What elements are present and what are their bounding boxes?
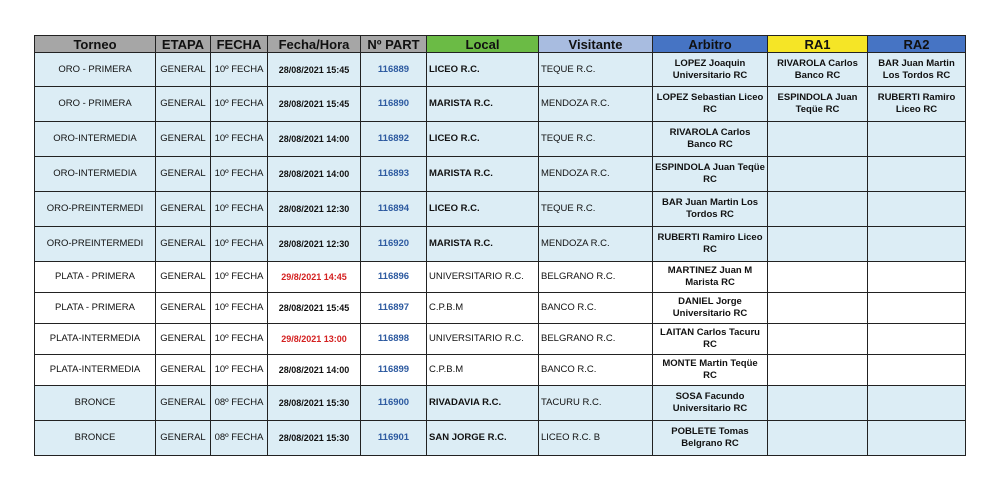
table-row xyxy=(35,293,966,324)
cell-fecha: 10º FECHA xyxy=(211,262,268,293)
cell-torneo: ORO - PRIMERA xyxy=(35,53,156,87)
cell-visitante: BELGRANO R.C. xyxy=(539,262,653,293)
cell-fecha-hora: 28/08/2021 14:00 xyxy=(268,355,361,386)
table-row xyxy=(35,192,966,227)
cell-local: LICEO R.C. xyxy=(427,192,539,227)
header-row xyxy=(35,36,966,53)
cell-visitante: MENDOZA R.C. xyxy=(539,87,653,122)
cell-ra2: BAR Juan Martin Los Tordos RC xyxy=(868,53,966,87)
cell-local: MARISTA R.C. xyxy=(427,157,539,192)
cell-etapa: GENERAL xyxy=(156,192,211,227)
cell-etapa: GENERAL xyxy=(156,122,211,157)
cell-visitante: MENDOZA R.C. xyxy=(539,157,653,192)
cell-npart: 116899 xyxy=(361,355,427,386)
cell-visitante: BANCO R.C. xyxy=(539,355,653,386)
cell-ra2 xyxy=(868,355,966,386)
cell-arbitro: MARTINEZ Juan M Marista RC xyxy=(653,262,768,293)
cell-npart: 116898 xyxy=(361,324,427,355)
cell-ra2 xyxy=(868,227,966,262)
cell-torneo: ORO - PRIMERA xyxy=(35,87,156,122)
cell-npart: 116889 xyxy=(361,53,427,87)
table-row xyxy=(35,324,966,355)
table-row xyxy=(35,157,966,192)
cell-fecha: 10º FECHA xyxy=(211,122,268,157)
cell-fecha-hora: 28/08/2021 14:00 xyxy=(268,157,361,192)
cell-fecha: 10º FECHA xyxy=(211,157,268,192)
cell-ra1 xyxy=(768,421,868,456)
cell-torneo: BRONCE xyxy=(35,421,156,456)
cell-etapa: GENERAL xyxy=(156,421,211,456)
cell-fecha: 08º FECHA xyxy=(211,421,268,456)
cell-local: LICEO R.C. xyxy=(427,53,539,87)
cell-arbitro: BAR Juan Martin Los Tordos RC xyxy=(653,192,768,227)
cell-fecha: 08º FECHA xyxy=(211,386,268,421)
cell-ra1 xyxy=(768,324,868,355)
cell-etapa: GENERAL xyxy=(156,157,211,192)
cell-etapa: GENERAL xyxy=(156,262,211,293)
cell-arbitro: RUBERTI Ramiro Liceo RC xyxy=(653,227,768,262)
cell-etapa: GENERAL xyxy=(156,53,211,87)
cell-fecha-hora: 28/08/2021 12:30 xyxy=(268,227,361,262)
header-etapa: ETAPA xyxy=(156,36,211,53)
cell-npart: 116900 xyxy=(361,386,427,421)
cell-fecha: 10º FECHA xyxy=(211,355,268,386)
cell-arbitro: LOPEZ Joaquin Universitario RC xyxy=(653,53,768,87)
header-local: Local xyxy=(427,36,539,53)
cell-fecha-hora: 29/8/2021 13:00 xyxy=(268,324,361,355)
cell-arbitro: RIVAROLA Carlos Banco RC xyxy=(653,122,768,157)
header-ra1: RA1 xyxy=(768,36,868,53)
cell-fecha-hora: 28/08/2021 12:30 xyxy=(268,192,361,227)
cell-ra1 xyxy=(768,157,868,192)
table-row xyxy=(35,262,966,293)
cell-etapa: GENERAL xyxy=(156,386,211,421)
cell-visitante: TACURU R.C. xyxy=(539,386,653,421)
cell-npart: 116890 xyxy=(361,87,427,122)
table-row xyxy=(35,122,966,157)
cell-arbitro: SOSA Facundo Universitario RC xyxy=(653,386,768,421)
cell-ra1 xyxy=(768,227,868,262)
cell-fecha: 10º FECHA xyxy=(211,293,268,324)
table-row xyxy=(35,386,966,421)
cell-torneo: ORO-INTERMEDIA xyxy=(35,122,156,157)
cell-npart: 116894 xyxy=(361,192,427,227)
cell-etapa: GENERAL xyxy=(156,293,211,324)
cell-visitante: LICEO R.C. B xyxy=(539,421,653,456)
cell-arbitro: MONTE Martin Teqüe RC xyxy=(653,355,768,386)
fixture-table xyxy=(34,35,966,456)
cell-fecha-hora: 28/08/2021 14:00 xyxy=(268,122,361,157)
cell-ra2 xyxy=(868,324,966,355)
table-row xyxy=(35,227,966,262)
cell-ra1 xyxy=(768,293,868,324)
cell-local: C.P.B.M xyxy=(427,293,539,324)
cell-ra1: RIVAROLA Carlos Banco RC xyxy=(768,53,868,87)
cell-visitante: TEQUE R.C. xyxy=(539,53,653,87)
cell-fecha-hora: 28/08/2021 15:45 xyxy=(268,53,361,87)
cell-ra2 xyxy=(868,293,966,324)
cell-torneo: PLATA - PRIMERA xyxy=(35,262,156,293)
table-row xyxy=(35,355,966,386)
cell-fecha-hora: 28/08/2021 15:30 xyxy=(268,386,361,421)
cell-torneo: PLATA - PRIMERA xyxy=(35,293,156,324)
cell-npart: 116896 xyxy=(361,262,427,293)
header-visitante: Visitante xyxy=(539,36,653,53)
cell-torneo: ORO-PREINTERMEDI xyxy=(35,227,156,262)
cell-etapa: GENERAL xyxy=(156,324,211,355)
cell-etapa: GENERAL xyxy=(156,87,211,122)
cell-npart: 116893 xyxy=(361,157,427,192)
cell-ra1 xyxy=(768,122,868,157)
cell-local: RIVADAVIA R.C. xyxy=(427,386,539,421)
cell-fecha: 10º FECHA xyxy=(211,53,268,87)
cell-ra1 xyxy=(768,355,868,386)
cell-torneo: PLATA-INTERMEDIA xyxy=(35,355,156,386)
header-arbitro: Arbitro xyxy=(653,36,768,53)
cell-local: UNIVERSITARIO R.C. xyxy=(427,324,539,355)
cell-arbitro: ESPINDOLA Juan Teqüe RC xyxy=(653,157,768,192)
cell-fecha: 10º FECHA xyxy=(211,192,268,227)
cell-fecha-hora: 29/8/2021 14:45 xyxy=(268,262,361,293)
cell-ra2 xyxy=(868,386,966,421)
cell-local: C.P.B.M xyxy=(427,355,539,386)
cell-arbitro: POBLETE Tomas Belgrano RC xyxy=(653,421,768,456)
cell-ra2 xyxy=(868,421,966,456)
cell-local: MARISTA R.C. xyxy=(427,227,539,262)
cell-etapa: GENERAL xyxy=(156,227,211,262)
cell-arbitro: LOPEZ Sebastian Liceo RC xyxy=(653,87,768,122)
header-fecha-hora: Fecha/Hora xyxy=(268,36,361,53)
cell-arbitro: DANIEL Jorge Universitario RC xyxy=(653,293,768,324)
cell-fecha: 10º FECHA xyxy=(211,227,268,262)
header-fecha: FECHA xyxy=(211,36,268,53)
cell-ra2 xyxy=(868,122,966,157)
cell-torneo: ORO-PREINTERMEDI xyxy=(35,192,156,227)
cell-local: UNIVERSITARIO R.C. xyxy=(427,262,539,293)
cell-etapa: GENERAL xyxy=(156,355,211,386)
fixture-sheet xyxy=(34,35,966,456)
cell-ra2 xyxy=(868,262,966,293)
header-ra2: RA2 xyxy=(868,36,966,53)
cell-local: SAN JORGE R.C. xyxy=(427,421,539,456)
cell-visitante: TEQUE R.C. xyxy=(539,122,653,157)
cell-arbitro: LAITAN Carlos Tacuru RC xyxy=(653,324,768,355)
cell-fecha-hora: 28/08/2021 15:30 xyxy=(268,421,361,456)
cell-local: LICEO R.C. xyxy=(427,122,539,157)
cell-torneo: PLATA-INTERMEDIA xyxy=(35,324,156,355)
cell-local: MARISTA R.C. xyxy=(427,87,539,122)
header-npart: Nº PART xyxy=(361,36,427,53)
cell-ra1 xyxy=(768,262,868,293)
cell-npart: 116920 xyxy=(361,227,427,262)
cell-visitante: TEQUE R.C. xyxy=(539,192,653,227)
cell-npart: 116901 xyxy=(361,421,427,456)
table-row xyxy=(35,53,966,87)
header-torneo: Torneo xyxy=(35,36,156,53)
cell-npart: 116892 xyxy=(361,122,427,157)
cell-ra2 xyxy=(868,192,966,227)
cell-visitante: BELGRANO R.C. xyxy=(539,324,653,355)
cell-ra1 xyxy=(768,192,868,227)
cell-fecha-hora: 28/08/2021 15:45 xyxy=(268,293,361,324)
table-row xyxy=(35,87,966,122)
cell-torneo: BRONCE xyxy=(35,386,156,421)
cell-ra2: RUBERTI Ramiro Liceo RC xyxy=(868,87,966,122)
cell-torneo: ORO-INTERMEDIA xyxy=(35,157,156,192)
cell-ra1: ESPINDOLA Juan Teqüe RC xyxy=(768,87,868,122)
cell-npart: 116897 xyxy=(361,293,427,324)
cell-fecha: 10º FECHA xyxy=(211,324,268,355)
cell-visitante: MENDOZA R.C. xyxy=(539,227,653,262)
cell-visitante: BANCO R.C. xyxy=(539,293,653,324)
cell-fecha: 10º FECHA xyxy=(211,87,268,122)
cell-fecha-hora: 28/08/2021 15:45 xyxy=(268,87,361,122)
cell-ra2 xyxy=(868,157,966,192)
table-row xyxy=(35,421,966,456)
cell-ra1 xyxy=(768,386,868,421)
